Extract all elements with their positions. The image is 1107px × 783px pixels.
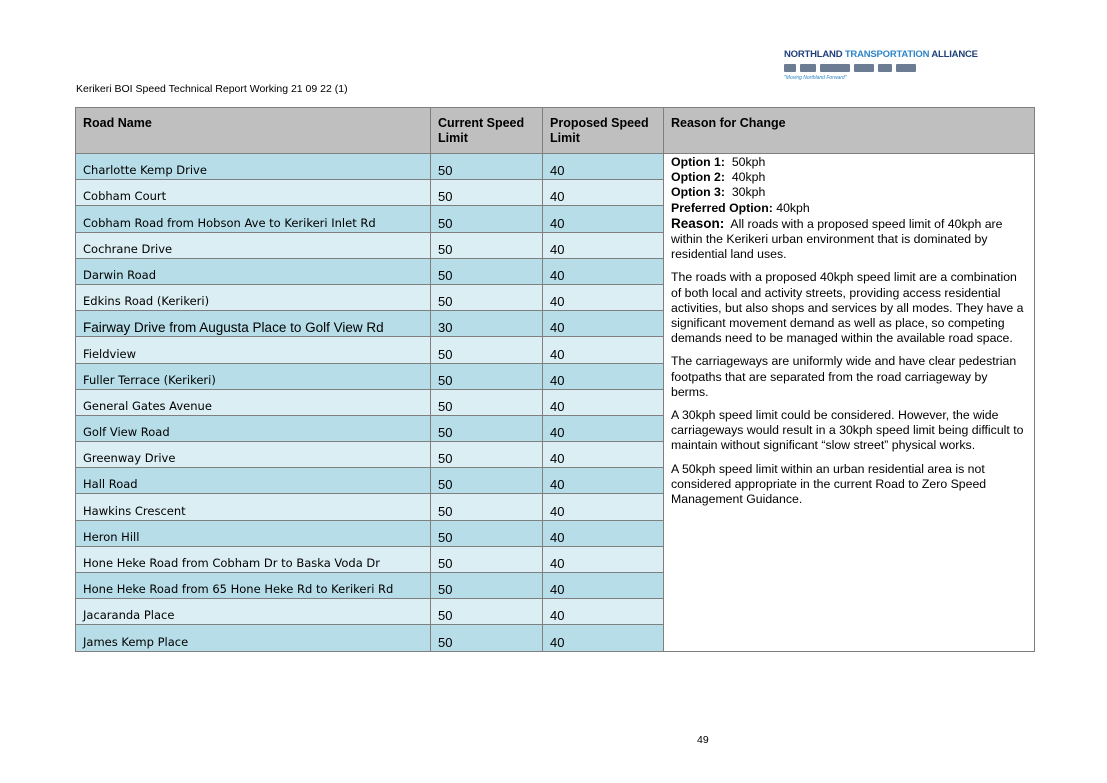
proposed-speed-cell: 40 — [543, 337, 664, 363]
current-speed-cell: 50 — [431, 180, 543, 206]
option-3: Option 3: 30kph — [671, 185, 766, 200]
page-number: 49 — [697, 734, 709, 746]
logo-wordmark: NORTHLAND TRANSPORTATION ALLIANCE — [784, 49, 978, 60]
road-name-cell: Fieldview — [76, 337, 431, 363]
reason-paragraph-2: The roads with a proposed 40kph speed limit are a combination of both local and activity streets, providing access residential activities, but also shops and services by all modes. They have a significant movement demand as well as place, so competing demands need to be managed within the available road space. — [671, 270, 1024, 346]
current-speed-cell: 50 — [431, 154, 543, 180]
current-speed-cell: 50 — [431, 468, 543, 494]
partner-logos — [784, 62, 950, 74]
table-row — [76, 154, 1035, 180]
proposed-speed-cell: 40 — [543, 415, 664, 441]
current-speed-cell: 50 — [431, 625, 543, 651]
current-speed-cell: 50 — [431, 442, 543, 468]
reason-paragraph-3: The carriageways are uniformly wide and have clear pedestrian footpaths that are separated from the road carriageway by berms. — [671, 354, 1017, 399]
road-name-cell: Hall Road — [76, 468, 431, 494]
current-speed-cell: 50 — [431, 520, 543, 546]
current-speed-cell: 50 — [431, 494, 543, 520]
current-speed-cell: 50 — [431, 363, 543, 389]
road-name-cell: James Kemp Place — [76, 625, 431, 651]
proposed-speed-cell: 40 — [543, 206, 664, 232]
road-name-cell: Hone Heke Road from Cobham Dr to Baska Voda Dr — [76, 546, 431, 572]
column-header-proposed-speed: Proposed Speed Limit — [543, 108, 664, 154]
speed-limit-table — [75, 107, 1035, 652]
proposed-speed-cell: 40 — [543, 389, 664, 415]
logo-tagline: "Moving Northland Forward" — [784, 75, 847, 81]
proposed-speed-cell: 40 — [543, 258, 664, 284]
proposed-speed-cell: 40 — [543, 363, 664, 389]
road-name-cell: Hawkins Crescent — [76, 494, 431, 520]
reason-paragraph: Reason: All roads with a proposed speed limit of 40kph are within the Kerikeri urban environment that is dominated by residential land uses. — [671, 215, 1003, 262]
road-name-cell: Cobham Road from Hobson Ave to Kerikeri Inlet Rd — [76, 206, 431, 232]
road-name-cell: Edkins Road (Kerikeri) — [76, 284, 431, 310]
proposed-speed-cell: 40 — [543, 494, 664, 520]
road-name-cell: Fairway Drive from Augusta Place to Golf View Rd — [76, 311, 431, 337]
current-speed-cell: 50 — [431, 258, 543, 284]
column-header-road-name: Road Name — [76, 108, 431, 154]
proposed-speed-cell: 40 — [543, 232, 664, 258]
proposed-speed-cell: 40 — [543, 625, 664, 651]
proposed-speed-cell: 40 — [543, 468, 664, 494]
reason-paragraph-4: A 30kph speed limit could be considered. However, the wide carriageways would result in a 30kph speed limit being difficult to maintain without significant “slow street” physical works. — [671, 408, 1024, 453]
option-1: Option 1: 50kph — [671, 155, 766, 169]
proposed-speed-cell: 40 — [543, 520, 664, 546]
road-name-cell: Jacaranda Place — [76, 599, 431, 625]
road-name-cell: Darwin Road — [76, 258, 431, 284]
current-speed-cell: 50 — [431, 415, 543, 441]
road-name-cell: Cobham Court — [76, 180, 431, 206]
proposed-speed-cell: 40 — [543, 284, 664, 310]
reason-paragraph-5: A 50kph speed limit within an urban residential area is not considered appropriate in the current Road to Zero Speed Management Guidance. — [671, 461, 987, 507]
proposed-speed-cell: 40 — [543, 154, 664, 180]
current-speed-cell: 50 — [431, 232, 543, 258]
current-speed-cell: 30 — [431, 311, 543, 337]
document-header: Kerikeri BOI Speed Technical Report Working 21 09 22 (1) — [76, 83, 348, 95]
current-speed-cell: 50 — [431, 284, 543, 310]
column-header-reason: Reason for Change — [664, 108, 1035, 154]
reason-cell — [664, 154, 1035, 652]
road-name-cell: Heron Hill — [76, 520, 431, 546]
road-name-cell: General Gates Avenue — [76, 389, 431, 415]
road-name-cell: Hone Heke Road from 65 Hone Heke Rd to Kerikeri Rd — [76, 573, 431, 599]
preferred-option: Preferred Option: 40kph — [671, 200, 810, 215]
proposed-speed-cell: 40 — [543, 180, 664, 206]
road-name-cell: Charlotte Kemp Drive — [76, 154, 431, 180]
proposed-speed-cell: 40 — [543, 599, 664, 625]
proposed-speed-cell: 40 — [543, 311, 664, 337]
proposed-speed-cell: 40 — [543, 573, 664, 599]
proposed-speed-cell: 40 — [543, 442, 664, 468]
proposed-speed-cell: 40 — [543, 546, 664, 572]
current-speed-cell: 50 — [431, 546, 543, 572]
road-name-cell: Golf View Road — [76, 415, 431, 441]
road-name-cell: Fuller Terrace (Kerikeri) — [76, 363, 431, 389]
current-speed-cell: 50 — [431, 599, 543, 625]
current-speed-cell: 50 — [431, 389, 543, 415]
northland-transportation-alliance-logo — [784, 49, 978, 82]
column-header-current-speed: Current Speed Limit — [431, 108, 543, 154]
road-name-cell: Cochrane Drive — [76, 232, 431, 258]
current-speed-cell: 50 — [431, 337, 543, 363]
current-speed-cell: 50 — [431, 206, 543, 232]
option-2: Option 2: 40kph — [671, 170, 766, 185]
current-speed-cell: 50 — [431, 573, 543, 599]
road-name-cell: Greenway Drive — [76, 442, 431, 468]
